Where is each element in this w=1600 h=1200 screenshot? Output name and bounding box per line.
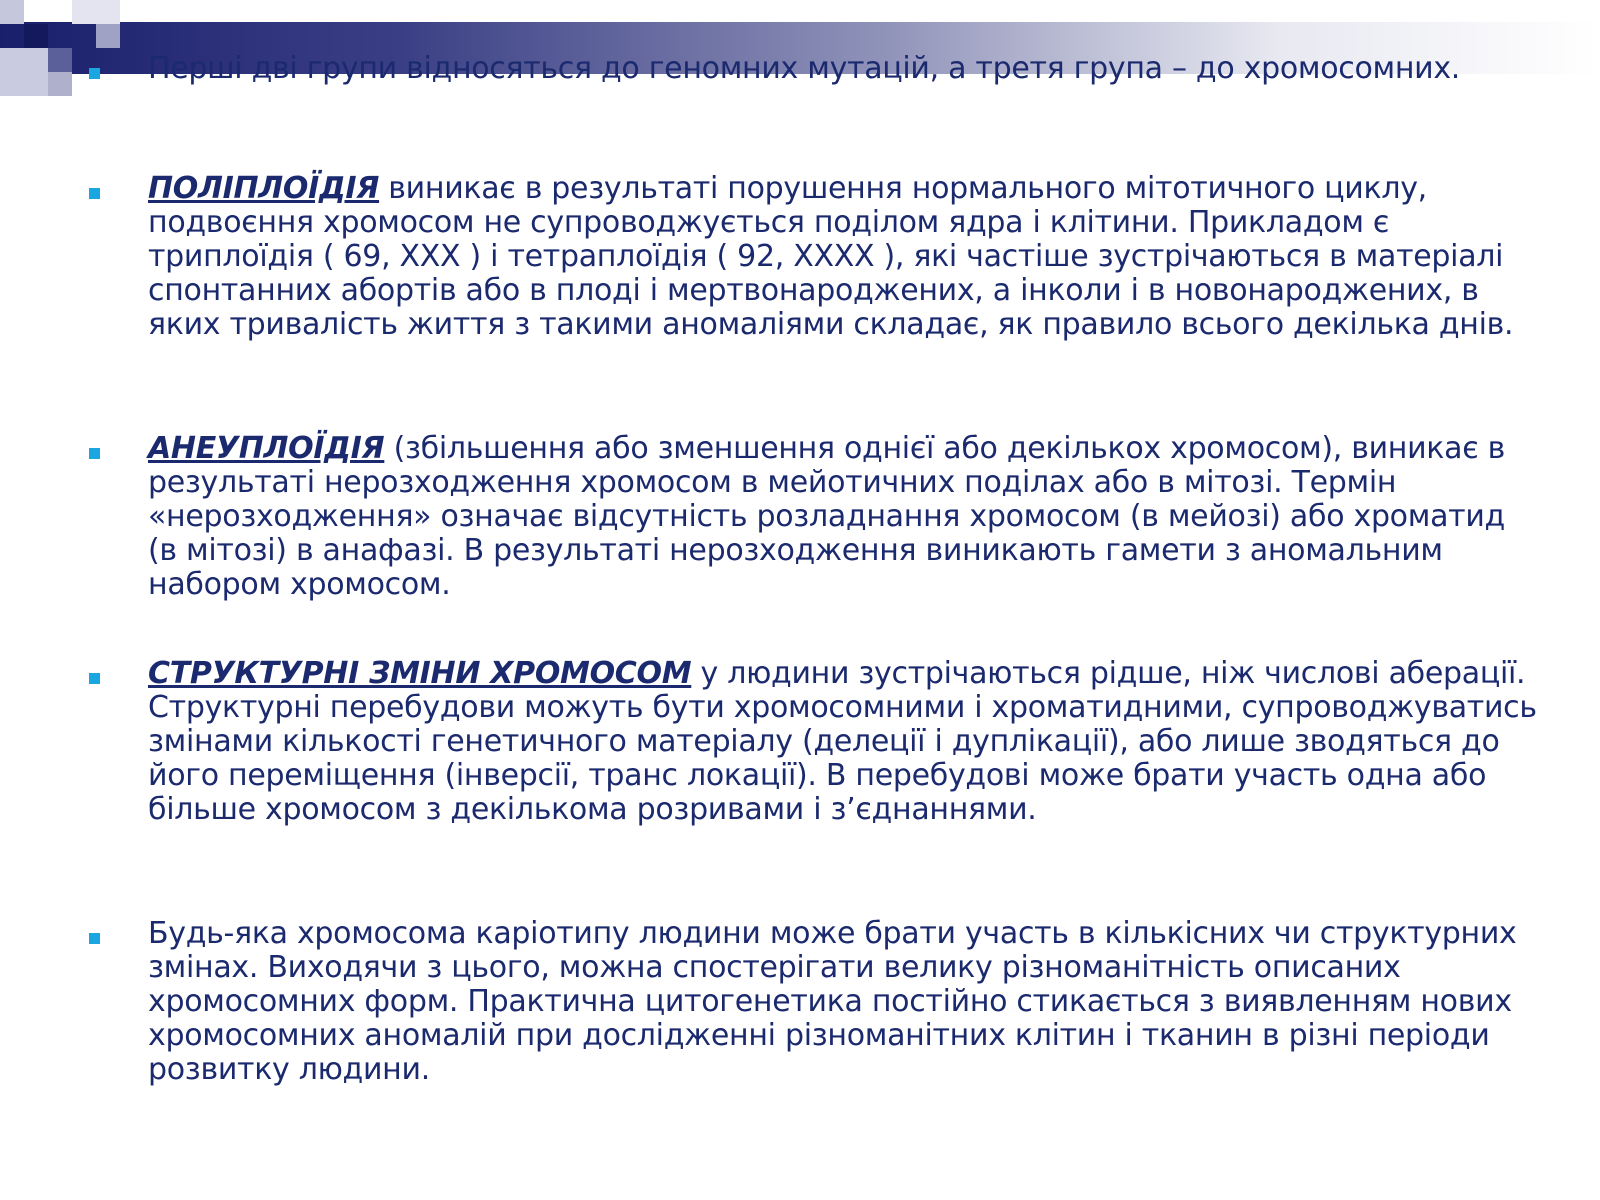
bullet-body: Будь-яка хромосома каріотипу людини може брати участь в кількісних чи структурних змінах. Виходячи з цього, можна спостерігати велику різноманітність описаних хромосомних форм. Практична цитогенетика постійно стикається з виявленням нових хромосомних аномалій при дослідженні різноманітних клітин і тканин в різні періоди розвитку людини. [148,916,1517,1087]
term-polyploidy: ПОЛІПЛОЇДІЯ [148,171,380,206]
decor-square [0,48,48,96]
bullet-square-icon [89,448,100,459]
bullet-body: виникає в результаті порушення нормального мітотичного циклу, подвоєння хромосом не супроводжується поділом ядра і клітини. Прикладом є триплоїдія ( 69, ХХХ ) і тетраплоїдія ( 92, ХХХХ ), які частіше зустрічаються в матеріалі спонтанних абортів або в плоді і мертвонароджених, а інколи і в новонароджених, в яких тривалість життя з такими аномаліями складає, як правило всього декілька днів. [148,171,1514,342]
bullet-body: (збільшення або зменшення однієї або декількох хромосом), виникає в результаті нерозходження хромосом в мейотичних поділах або в мітозі. Термін «нерозходження» означає відсутність розладнання хромосом (в мейозі) або хроматид (в мітозі) в анафазі. В результаті нерозходження виникають гамети з аномальним набором хромосом. [148,431,1505,602]
bullet-text [148,432,1538,602]
bullet-square-icon [89,188,100,199]
bullet-square-icon [89,673,100,684]
bullet-square-icon [89,68,100,79]
bullet-body: у людини зустрічаються рідше, ніж числові аберації. Структурні перебудови можуть бути хромосомними і хроматидними, супроводжуватись змінами кількості генетичного матеріалу (делеції і дуплікації), або лише зводяться до його переміщення (інверсії, транс локації). В перебудові може брати участь одна або більше хромосом з декількома розривами і з’єднаннями. [148,656,1537,827]
bullet-text [148,657,1538,827]
term-structural-changes: СТРУКТУРНІ ЗМІНИ ХРОМОСОМ [148,656,692,691]
decor-square [96,24,120,48]
decor-square [48,48,72,72]
decor-square [0,0,24,24]
term-aneuploidy: АНЕУПЛОЇДІЯ [148,431,385,466]
bullet-body: Перші дві групи відносяться до геномних мутацій, а третя група – до хромосомних. [148,51,1461,86]
bullet-square-icon [89,933,100,944]
decor-square [48,72,72,96]
bullet-text [148,172,1538,342]
decor-square [72,0,120,24]
bullet-text [148,917,1538,1087]
bullet-text [148,52,1538,86]
decor-square [24,24,48,48]
